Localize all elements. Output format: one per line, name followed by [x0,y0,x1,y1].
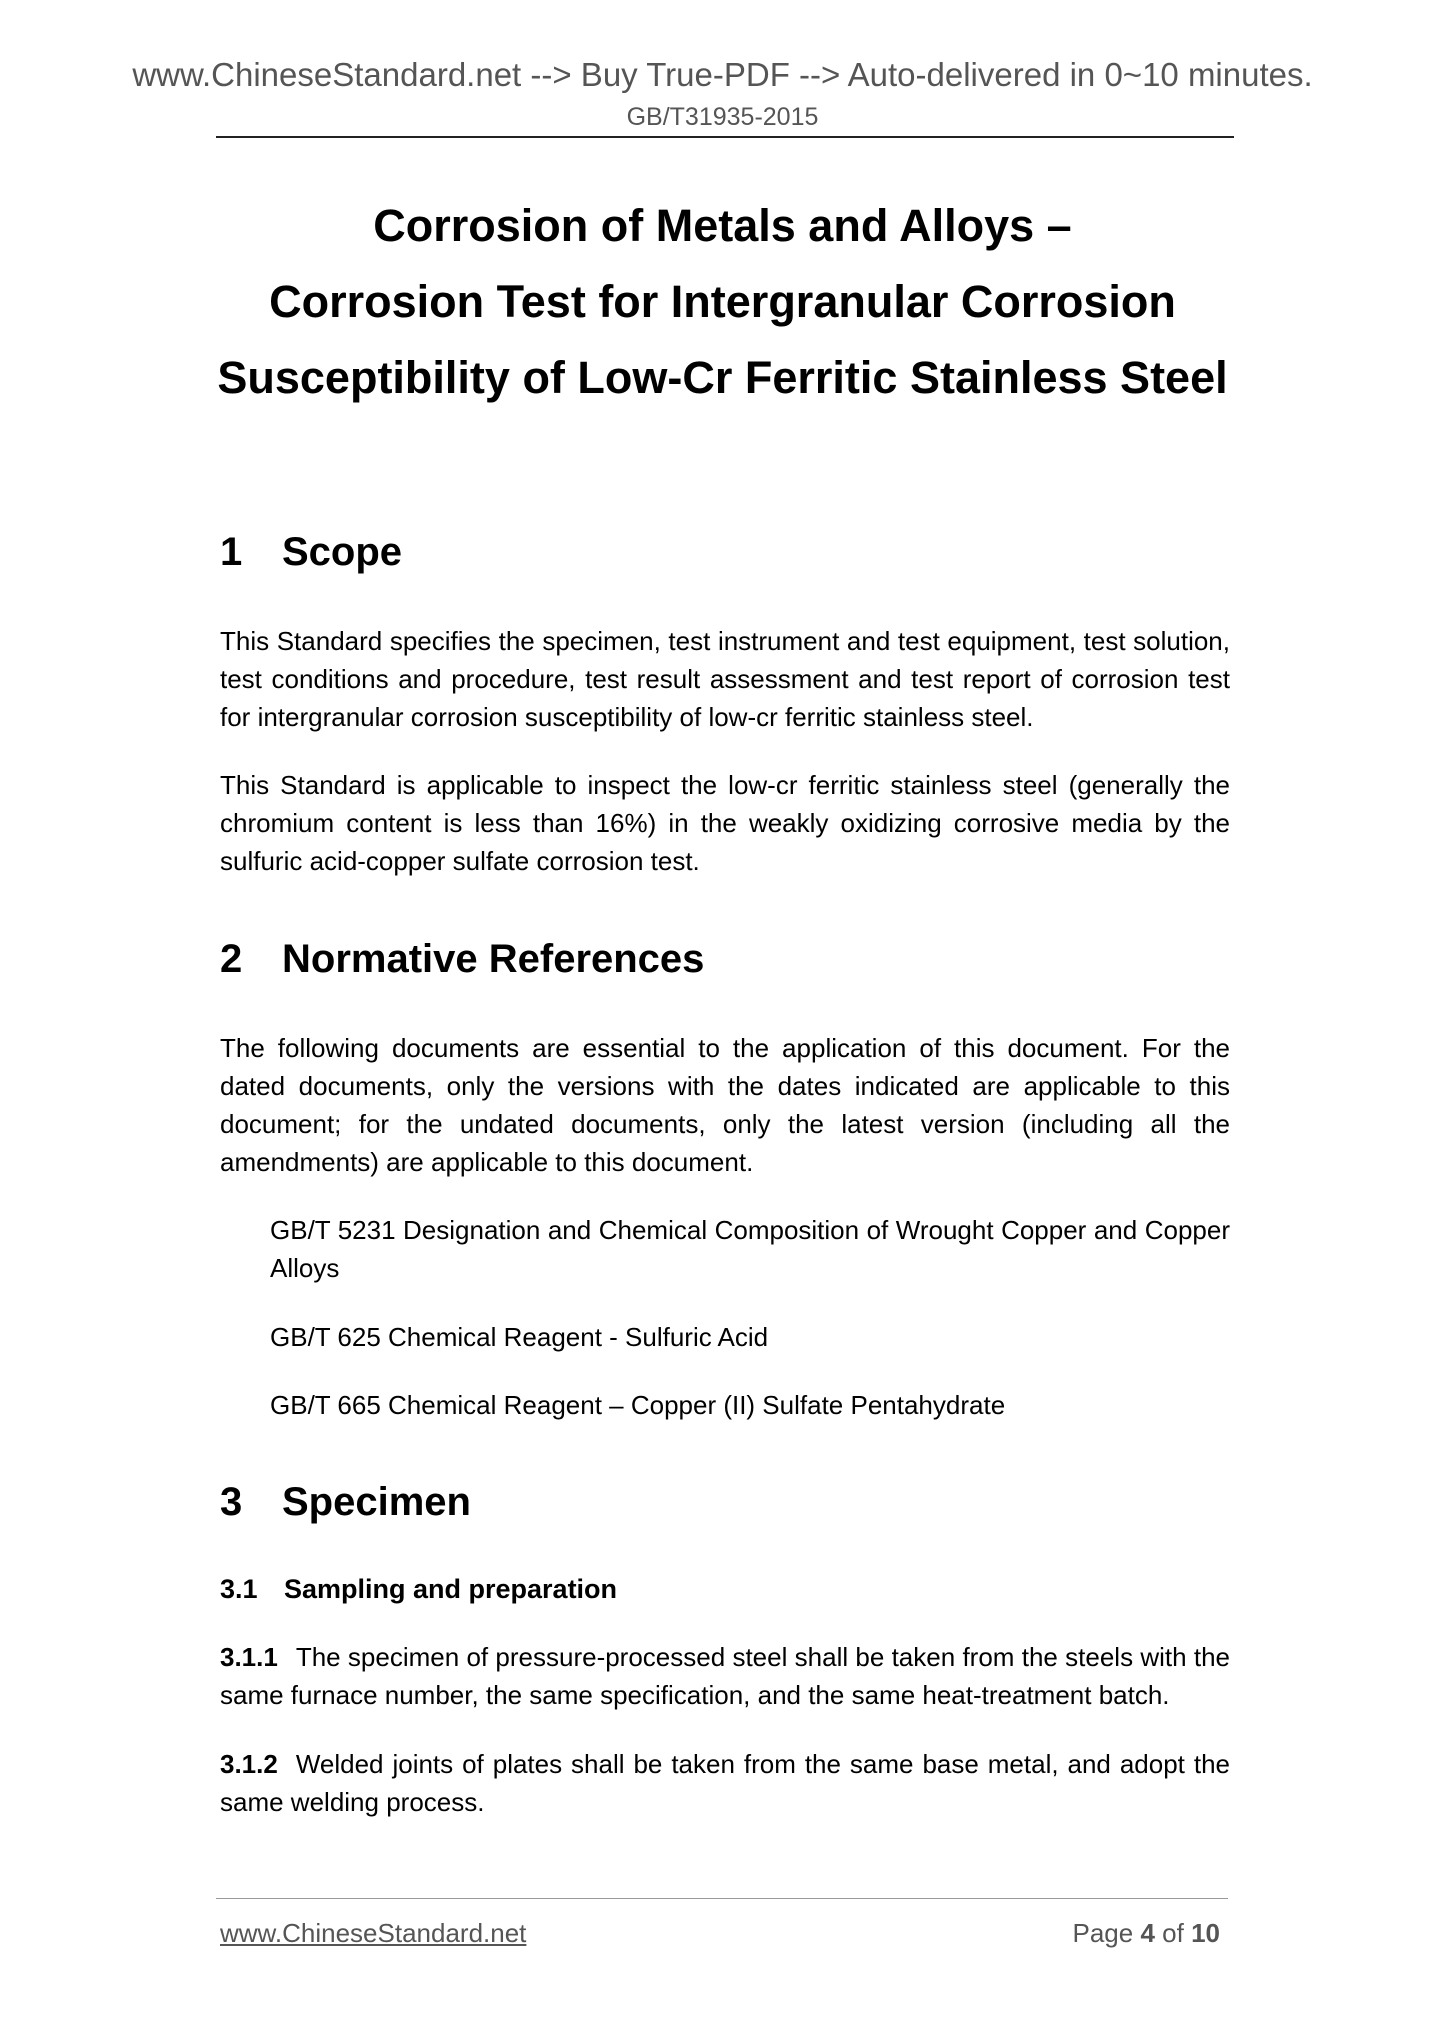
section-title: Scope [282,530,403,574]
normative-paragraph: The following documents are essential to the application of this document. For the dated documents, only the versions with the dates indicated are applicable to this document; for the undated documents, only the latest version (including all the amendments) are applicable to this document. [220,1033,1230,1177]
title-line-2: Corrosion Test for Intergranular Corrosion [269,276,1176,327]
section-number: 3 [220,1480,243,1524]
header-divider [216,136,1234,138]
section-heading-specimen [220,1480,471,1525]
reference-item: GB/T 5231 Designation and Chemical Composition of Wrought Copper and Copper Alloys [270,1215,1230,1283]
clause-3-1-2 [220,1745,1230,1821]
reference-item: GB/T 665 Chemical Reagent – Copper (II) Sulfate Pentahydrate [270,1390,1006,1420]
reference-item: GB/T 625 Chemical Reagent - Sulfuric Acid [270,1322,769,1352]
clause-text: The specimen of pressure-processed steel shall be taken from the steels with the same furnace number, the same specification, and the same heat-treatment batch. [220,1642,1230,1710]
page-total: 10 [1191,1918,1220,1948]
clause-text: Welded joints of plates shall be taken from the same base metal, and adopt the same welding process. [220,1749,1230,1817]
subsection-heading-sampling [220,1574,617,1605]
clause-number: 3.1.2 [220,1749,278,1779]
section-heading-normative-references [220,937,704,982]
title-line-1: Corrosion of Metals and Alloys – [373,200,1072,251]
section-number: 2 [220,937,243,981]
section-number: 1 [220,530,243,574]
section-heading-scope [220,530,402,575]
of-word: of [1162,1918,1184,1948]
title-line-3: Susceptibility of Low-Cr Ferritic Stainless Steel [217,352,1228,403]
standard-code: GB/T31935-2015 [626,103,819,131]
scope-paragraph-1: This Standard specifies the specimen, test instrument and test equipment, test solution, test conditions and procedure, test result assessment and test report of corrosion test for intergranular corrosion susceptibility of low-cr ferritic stainless steel. [220,626,1230,732]
footer-website-link[interactable]: www.ChineseStandard.net [220,1918,527,1948]
section-title: Normative References [282,937,705,981]
document-title [0,188,1445,416]
section-title: Specimen [282,1480,471,1524]
page-indicator [1072,1918,1220,1949]
clause-number: 3.1.1 [220,1642,278,1672]
scope-paragraph-2: This Standard is applicable to inspect the low-cr ferritic stainless steel (generally the chromium content is less than 16%) in the weakly oxidizing corrosive media by the sulfuric acid-copper sulfate corrosion test. [220,770,1230,876]
header-banner: www.ChineseStandard.net --> Buy True-PDF --> Auto-delivered in 0~10 minutes. [132,56,1313,93]
clause-3-1-1 [220,1638,1230,1714]
page-number: 4 [1140,1918,1155,1948]
page-word: Page [1072,1918,1134,1948]
subsection-title: Sampling and preparation [284,1574,618,1604]
subsection-number: 3.1 [220,1574,258,1604]
footer-divider [216,1898,1228,1899]
